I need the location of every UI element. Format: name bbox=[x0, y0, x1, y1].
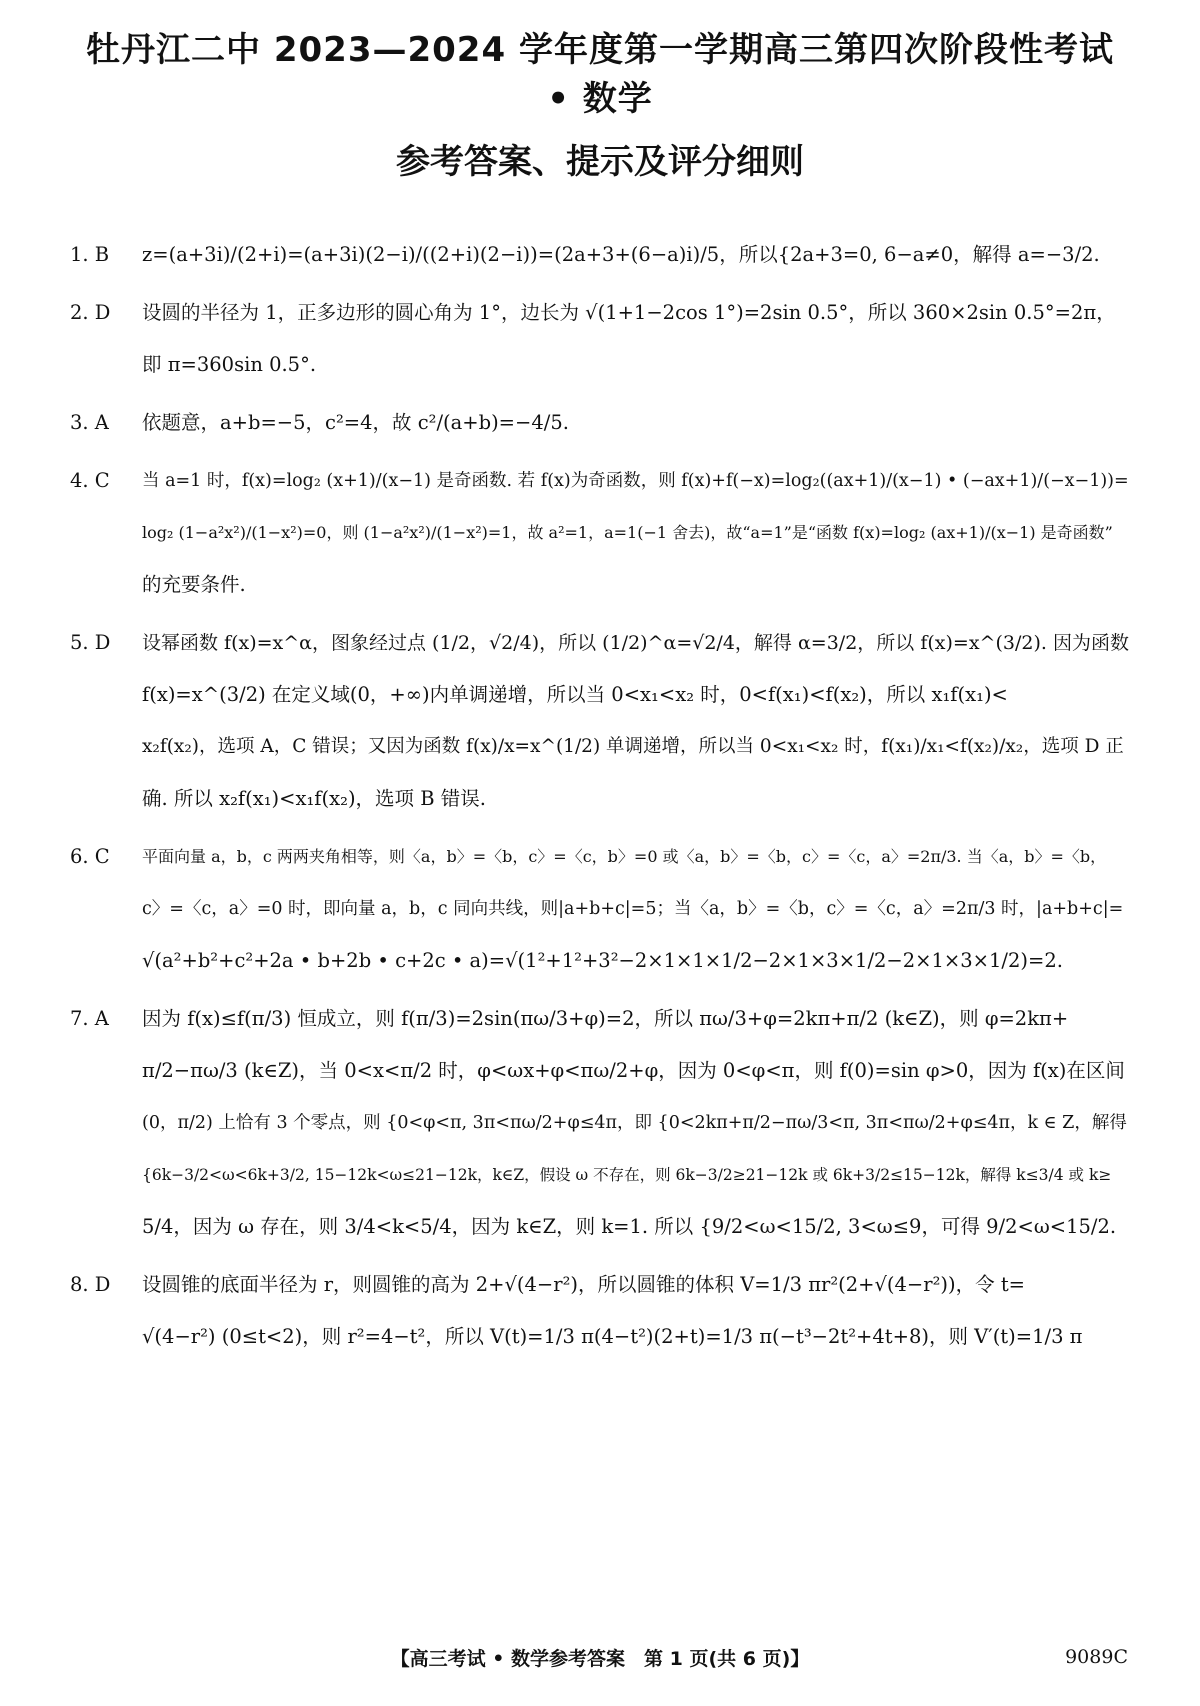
answer-text-line: f(x)=x^(3/2) 在定义域(0，+∞)内单调递增，所以当 0<x₁<x₂ 时，0<f(x₁)<f(x₂)，所以 x₁f(x₁)< bbox=[142, 683, 1008, 706]
answer-text-line: 5/4，因为 ω 存在，则 3/4<k<5/4，因为 k∈Z，则 k=1. 所以 {9/2<ω<15/2, 3<ω≤9，可得 9/2<ω<15/2. bbox=[142, 1215, 1117, 1238]
answer-text-line: 设圆的半径为 1，正多边形的圆心角为 1°，边长为 √(1+1−2cos 1°)=2sin 0.5°，所以 360×2sin 0.5°=2π， bbox=[142, 301, 1116, 324]
answer-text-line: 确. 所以 x₂f(x₁)<x₁f(x₂)，选项 B 错误. bbox=[142, 787, 486, 810]
answer-item bbox=[70, 831, 1130, 987]
answer-item bbox=[70, 397, 1130, 449]
paper-code: 9089C bbox=[1065, 1646, 1128, 1668]
answer-text-line: {6k−3/2<ω<6k+3/2, 15−12k<ω≤21−12k，k∈Z，假设 ω 不存在，则 6k−3/2≥21−12k 或 6k+3/2≤15−12k，解得 k≤3/4 或 k≥ bbox=[142, 1166, 1112, 1184]
page-footer: 【高三考试 • 数学参考答案 第 1 页(共 6 页)】 bbox=[390, 1648, 810, 1670]
answer-text-line: 因为 f(x)≤f(π/3) 恒成立，则 f(π/3)=2sin(πω/3+φ)=2，所以 πω/3+φ=2kπ+π/2 (k∈Z)，则 φ=2kπ+ bbox=[142, 1007, 1069, 1030]
answer-number: 6. C bbox=[70, 845, 110, 868]
answer-text-line: 当 a=1 时，f(x)=log₂ (x+1)/(x−1) 是奇函数. 若 f(x)为奇函数，则 f(x)+f(−x)=log₂((ax+1)/(x−1) • (−ax+1)/(−x−1))= bbox=[142, 471, 1129, 491]
page-subtitle: 参考答案、提示及评分细则 bbox=[396, 142, 804, 182]
answer-item bbox=[70, 287, 1130, 391]
answer-text-line: c〉=〈c，a〉=0 时，即向量 a，b，c 同向共线，则|a+b+c|=5；当〈a，b〉=〈b，c〉=〈c，a〉=2π/3 时，|a+b+c|= bbox=[142, 899, 1124, 919]
answer-number: 2. D bbox=[70, 301, 111, 324]
answer-number: 8. D bbox=[70, 1273, 111, 1296]
answer-number: 4. C bbox=[70, 469, 110, 492]
answer-text-line: 即 π=360sin 0.5°. bbox=[142, 353, 317, 376]
answer-text-line: 平面向量 a，b，c 两两夹角相等，则〈a，b〉=〈b，c〉=〈c，b〉=0 或〈a，b〉=〈b，c〉=〈c，a〉=2π/3. 当〈a，b〉=〈b， bbox=[142, 847, 1107, 866]
answer-text-line: (0，π/2) 上恰有 3 个零点，则 {0<φ<π, 3π<πω/2+φ≤4π，即 {0<2kπ+π/2−πω/3<π, 3π<πω/2+φ≤4π，k ∈ Z，解得 bbox=[142, 1113, 1127, 1133]
answer-text-line: z=(a+3i)/(2+i)=(a+3i)(2−i)/((2+i)(2−i))=(2a+3+(6−a)i)/5，所以{2a+3=0, 6−a≠0，解得 a=−3/2. bbox=[142, 243, 1100, 266]
answer-text-line: √(4−r²) (0≤t<2)，则 r²=4−t²，所以 V(t)=1/3 π(4−t²)(2+t)=1/3 π(−t³−2t²+4t+8)，则 V′(t)=1/3 π bbox=[142, 1325, 1083, 1348]
answer-item bbox=[70, 1259, 1130, 1363]
answer-number: 7. A bbox=[70, 1007, 109, 1030]
answer-number: 3. A bbox=[70, 411, 109, 434]
answer-item bbox=[70, 455, 1130, 611]
answer-number: 1. B bbox=[70, 243, 110, 266]
answer-text-line: x₂f(x₂)，选项 A，C 错误；又因为函数 f(x)/x=x^(1/2) 单调递增，所以当 0<x₁<x₂ 时，f(x₁)/x₁<f(x₂)/x₂，选项 D 正 bbox=[142, 736, 1124, 757]
answer-number: 5. D bbox=[70, 631, 111, 654]
page-title: 牡丹江二中 2023—2024 学年度第一学期高三第四次阶段性考试 • 数学 bbox=[86, 30, 1114, 119]
answer-list bbox=[70, 229, 1130, 1363]
answer-text-line: 依题意，a+b=−5，c²=4，故 c²/(a+b)=−4/5. bbox=[142, 411, 569, 434]
answer-text-line: 的充要条件. bbox=[142, 573, 246, 596]
answer-text-line: π/2−πω/3 (k∈Z)，当 0<x<π/2 时，φ<ωx+φ<πω/2+φ，因为 0<φ<π，则 f(0)=sin φ>0，因为 f(x)在区间 bbox=[142, 1059, 1125, 1082]
answer-text-line: 设幂函数 f(x)=x^α，图象经过点 (1/2，√2/4)，所以 (1/2)^α=√2/4，解得 α=3/2，所以 f(x)=x^(3/2). 因为函数 bbox=[142, 632, 1129, 654]
answer-item bbox=[70, 229, 1130, 281]
answer-text-line: 设圆锥的底面半径为 r，则圆锥的高为 2+√(4−r²)，所以圆锥的体积 V=1/3 πr²(2+√(4−r²))，令 t= bbox=[142, 1273, 1026, 1296]
answer-item bbox=[70, 993, 1130, 1253]
answer-item bbox=[70, 617, 1130, 825]
answer-text-line: log₂ (1−a²x²)/(1−x²)=0，则 (1−a²x²)/(1−x²)=1，故 a²=1，a=1(−1 舍去)，故“a=1”是“函数 f(x)=log₂ (ax+1)/(x−1) 是奇函数” bbox=[142, 523, 1113, 542]
answer-text-line: √(a²+b²+c²+2a • b+2b • c+2c • a)=√(1²+1²+3²−2×1×1×1/2−2×1×3×1/2−2×1×3×1/2)=2. bbox=[142, 949, 1063, 972]
